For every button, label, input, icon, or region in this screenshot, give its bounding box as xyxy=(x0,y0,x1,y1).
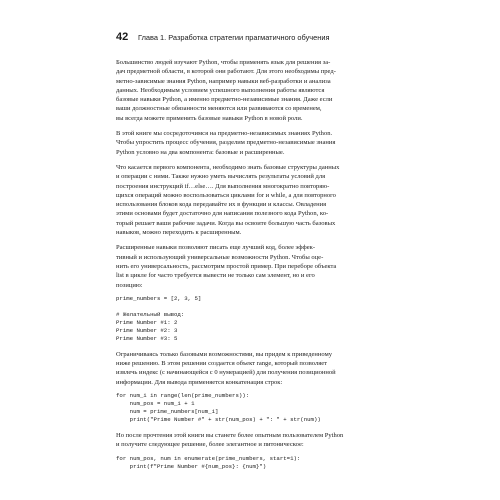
paragraph: Большинство людей изучают Python, чтобы применять язык для решения за- дач предметной области, в которой они работают. Для этого необходимы пред- метно-зависимые знания Python, например навыки веб-разработки и анализа данных. Необходимым условием успешного выполнения работы являются базовые навыки Python, а именно предметно-независимые знания. Даже если ваши должностные обязанности меняются или развиваются со временем, вы всегда можете применить базовые навыки Python в новой роли. xyxy=(116,59,336,122)
running-header xyxy=(116,30,388,44)
code-block: prime_numbers = [2, 3, 5] # Желательный вывод: Prime Number #1: 2 Prime Number #2: 3 Prime Number #3: 5 xyxy=(116,294,202,342)
paragraph: Что касается первого компонента, необходимо знать базовые структуры данных и операции с ними. Также нужно уметь вычислять результаты условий для построения инструкций if…else…. Для выполнения многократно повторяю- щихся операций можно воспользоваться циклами for и while, а для повторного использования блоков кода передавайте их в функции и классы. Овладения этими основами будет достаточно для написания полезного кода Python, ко- торый решает ваши рабочие задачи. Когда вы освоите большую часть базовых навыков, можно переходить к расширенным. xyxy=(116,163,340,237)
paragraph: Ограничиваясь только базовыми возможностями, вы придем к приведенному ниже решению. В этом решении создается объект range, который позволяет извлечь индекс (с начинающейся с 0 нумерацией) для получения позиционной информации. Для вывода применяется конкатенация строк: xyxy=(116,350,336,386)
page-number: 42 xyxy=(116,31,129,43)
paragraph: Расширенные навыки позволяют писать еще лучший код, более эффек- тивный и использующий универсальные возможности Python. Чтобы оце- нить его универсальность, рассмотрим простой пример. При переборе объекта list в цикле for часто требуется вывести не только сам элемент, но и его позицию: xyxy=(116,244,337,289)
code-block: for num_pos, num in enumerate(prime_numbers, start=1): print(f"Prime Number #{num_pos}: {num}") xyxy=(116,454,301,470)
paragraph: В этой книге мы сосредоточимся на предметно-независимых знаниях Python. Чтобы упростить процесс обучения, разделим предметно-независимые знания Python условно на два компонента: базовые и расширенные. xyxy=(116,130,336,156)
running-title: Глава 1. Разработка стратегии прагматичного обучения xyxy=(138,33,330,42)
paragraph: Но после прочтения этой книги вы станете более опытным пользователем Python и получите следующее решение, более элегантное и питоническое: xyxy=(116,432,344,449)
code-block: for num_i in range(len(prime_numbers)): num_pos = num_i + 1 num = prime_numbers[num_i] print("Prime Number #" + str(num_pos) + ": " + str(num)) xyxy=(116,392,321,424)
page-body xyxy=(116,58,388,478)
